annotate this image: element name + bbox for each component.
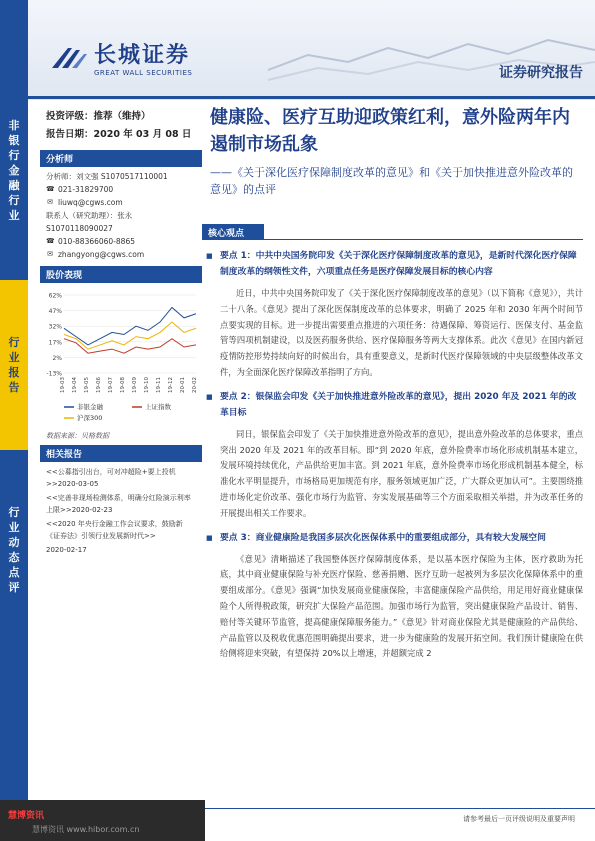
logo-chinese-name: 长城证券 xyxy=(94,42,191,68)
stock-performance-chart xyxy=(40,289,202,429)
footer-site[interactable]: 慧博资讯 www.hibor.com.cn xyxy=(32,825,140,834)
y-tick-label: 2% xyxy=(52,354,62,362)
logo-icon xyxy=(50,44,88,72)
y-tick-label: 62% xyxy=(48,292,62,300)
y-tick-label: 17% xyxy=(48,339,62,347)
page-footer xyxy=(0,800,595,841)
related-reports-header: 相关报告 xyxy=(40,445,202,462)
analyst-section-header: 分析师 xyxy=(40,150,202,167)
related-report-item[interactable]: <<完善非现场检测体系，明确分红险演示利率上限>>2020-02-23 xyxy=(46,494,191,514)
main-heading xyxy=(210,104,583,198)
performance-line-chart xyxy=(40,289,202,429)
x-tick-label: 19-12 xyxy=(168,377,174,393)
band-type-label: 行 业 动 态 点 评 xyxy=(0,465,28,635)
logo-english-name: GREAT WALL SECURITIES xyxy=(94,69,193,77)
report-date: 报告日期：2020 年 03 月 08 日 xyxy=(46,129,192,140)
x-tick-label: 19-04 xyxy=(72,377,78,393)
x-tick-label: 19-08 xyxy=(120,377,126,393)
left-category-band xyxy=(0,0,28,841)
contact-phone: ☎ 010-88366060-8865 xyxy=(46,237,135,246)
key-point-text: 同日，银保监会印发了《关于加快推进意外险改革的意见》，提出意外险改革的总体要求，重点突出 2020 年及 2021 年的改革目标。即“到 2020 年底，意外险费率市场化形成机制基本建立，发展环境持续优化，产品供给更加丰富。到 2021 年底，意外险费率市场化形成机制基本健全，标准化水平明显提升，市场格局更加规范有序，服务领域更加广泛，广大群众更加认可”。主要围绕推进市场化定价改革、强化市场行为监管、夯实发展基础等三个方面采取相关举措，并为改革任务的开展提出相关工作要求。 xyxy=(220,428,583,518)
analyst-name: 分析师：刘文强 S1070517110001 xyxy=(46,172,168,181)
investment-rating: 投资评级：推荐（维持） xyxy=(46,111,151,122)
band-report-label: 行 业 报 告 xyxy=(0,280,28,450)
analyst-info xyxy=(40,167,202,264)
core-views-header: 核心观点 xyxy=(202,224,264,240)
legend-label: 沪深300 xyxy=(77,414,103,422)
mail-icon: ✉ xyxy=(47,250,53,258)
report-subtitle: ——《关于深化医疗保障制度改革的意见》和《关于加快推进意外险改革的意见》的点评 xyxy=(210,166,573,196)
footer-divider xyxy=(205,808,595,809)
related-report-item[interactable]: <<公募指引出台，可对冲超险+要上投机>>2020-03-05 xyxy=(46,468,176,488)
contact-name: 联系人（研究助理）：张永 S1070118090027 xyxy=(46,211,133,233)
y-tick-label: -13% xyxy=(46,370,62,378)
footer-brand: 慧博资讯 xyxy=(8,811,45,821)
x-tick-label: 19-06 xyxy=(96,377,102,393)
header-divider xyxy=(28,96,595,99)
report-title: 健康险、医疗互助迎政策红利，意外险两年内遏制市场乱象 xyxy=(210,107,570,155)
key-point-title: ■ 要点 3：商业健康险是我国多层次化医保体系中的重要组成部分，具有较大发展空间 xyxy=(202,530,583,546)
analyst-phone: ☎ 021-31829700 xyxy=(46,185,114,194)
legend-label: 非银金融 xyxy=(77,403,103,411)
page-header xyxy=(28,0,595,100)
core-views-divider xyxy=(202,239,583,240)
chart-source: 数据来源：贝格数据 xyxy=(46,432,109,440)
key-point-title: ■ 要点 1：中共中央国务院印发《关于深化医疗保障制度改革的意见》，是新时代深化医疗保障制度改革的纲领性文件，六项重点任务是医疗保障发展目标的核心内容 xyxy=(202,248,583,280)
rating-block xyxy=(40,104,202,148)
related-reports-list xyxy=(40,462,202,562)
key-point-title: ■ 要点 2：银保监会印发《关于加快推进意外险改革的意见》，提出 2020 年及 2021 年的改革目标 xyxy=(202,389,583,421)
x-tick-label: 19-11 xyxy=(156,377,162,393)
y-tick-label: 47% xyxy=(48,308,62,316)
key-point-text: 《意见》清晰描述了我国整体医疗保障制度体系，是以基本医疗保险为主体，医疗救助为托底，其中商业健康保险与补充医疗保险、慈善捐赠、医疗互助一起被列为多层次化保障体系中的重要组成部分。《意见》强调“加快发展商业健康保险，丰富健康保险产品供给，用足用好商业健康保险个人所得税政策，研究扩大保险产品范围。加强市场行为监管，突出健康保险产品设计、销售、赔付等关键环节监管，提高健康保障服务能力。”《意见》针对商业保险尤其是健康险的产品供给、产品监管以及税收优惠范围明确提出要求，进一步为健康险的发展开拓空间。我们预计健康险在供给侧将迎来突破，有望保持 20%以上增速，并超额完成 2 xyxy=(220,553,583,659)
x-tick-label: 20-01 xyxy=(180,377,186,393)
contact-email: ✉ zhangyong@cgws.com xyxy=(47,250,145,259)
analyst-email: ✉ liuwq@cgws.com xyxy=(47,198,123,207)
phone-icon: ☎ xyxy=(46,185,55,193)
x-tick-label: 19-03 xyxy=(60,377,66,393)
x-tick-label: 20-02 xyxy=(192,377,198,393)
mail-icon: ✉ xyxy=(47,198,53,206)
key-point-text: 近日，中共中央国务院印发了《关于深化医疗保障制度改革的意见》（以下简称《意见》），共计二十八条。《意见》提出了深化医保制度改革的总体要求，明确了 2025 年和 2030 年两个时间节点要实现的目标。进一步提出需要重点推进的六项任务：待遇保障、筹资运行、医保支付、基金监管等四项机制建设，以及医药服务供给、医疗保障服务等两大支撑体系。此次《意见》在国内新冠疫情防控形势持续向好的时候出台，具有重要意义，是新时代医疗保障领域的中央层级整体改革文件，为全面深化医疗保障改革指明了方向。 xyxy=(220,288,583,377)
stock-performance-header: 股价表现 xyxy=(40,266,202,283)
phone-icon: ☎ xyxy=(46,237,55,245)
footer-watermark-bar xyxy=(0,800,205,841)
report-type-label: 证券研究报告 xyxy=(499,65,583,81)
footer-disclaimer: 请参考最后一页评级说明及重要声明 xyxy=(463,815,575,823)
sidebar xyxy=(40,104,202,562)
x-tick-label: 19-07 xyxy=(108,377,114,393)
y-tick-label: 32% xyxy=(48,323,62,331)
company-logo xyxy=(50,38,192,77)
x-tick-label: 19-10 xyxy=(144,377,150,393)
legend-label: 上证指数 xyxy=(145,403,171,411)
related-report-date: 2020-02-17 xyxy=(46,546,87,554)
x-tick-label: 19-05 xyxy=(84,377,90,393)
core-views-section xyxy=(202,224,583,662)
x-tick-label: 19-09 xyxy=(132,377,138,393)
related-report-item[interactable]: <<2020 年央行金融工作会议要求，鼓励新《证券法》引领行业发展新时代>> xyxy=(46,520,183,540)
band-industry-label: 非 银 行 金 融 行 业 xyxy=(0,70,28,270)
